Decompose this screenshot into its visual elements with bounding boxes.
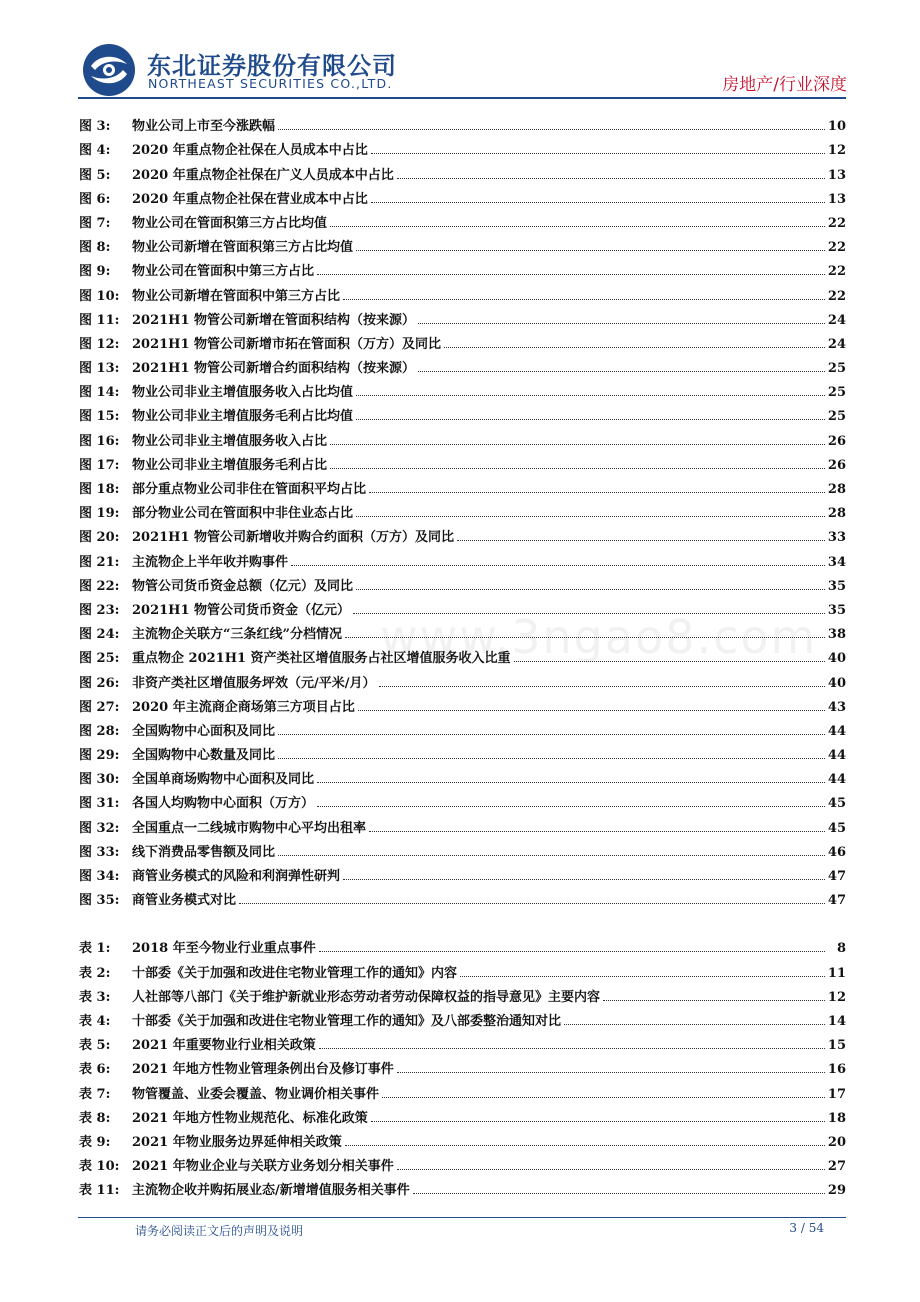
entry-page-number: 25 [827, 361, 846, 377]
toc-entry[interactable] [79, 304, 846, 328]
dot-leader [460, 976, 825, 977]
dot-leader [319, 951, 825, 952]
entry-title: 主流物企收并购拓展业态/新增增值服务相关事件 [132, 1183, 410, 1199]
dot-leader [356, 250, 825, 251]
dot-leader [291, 565, 825, 566]
toc-entry[interactable] [79, 1053, 846, 1077]
entry-label: 表 5: [79, 1038, 111, 1054]
entry-page-number: 18 [827, 1110, 846, 1126]
entry-label: 图 30: [79, 772, 120, 788]
entry-label: 图 7: [79, 215, 111, 231]
dot-leader [278, 129, 825, 130]
entry-label: 图 21: [79, 554, 120, 570]
toc-entry[interactable] [79, 497, 846, 521]
toc-entry[interactable] [79, 255, 846, 279]
entry-page-number: 38 [827, 627, 846, 643]
entry-label: 图 11: [79, 312, 120, 328]
toc-entry[interactable] [79, 473, 846, 497]
dot-leader [356, 589, 825, 590]
entry-title: 2021H1 物管公司新增合约面积结构（按来源） [132, 361, 416, 377]
dot-leader [369, 492, 825, 493]
entry-label: 图 15: [79, 409, 120, 425]
entry-page-number: 28 [827, 506, 846, 522]
dot-leader [353, 613, 825, 614]
company-name-cn: 东北证券股份有限公司 [147, 52, 397, 80]
watermark: www.3ngao8.com [380, 610, 818, 664]
dot-leader [418, 323, 825, 324]
entry-page-number: 22 [827, 240, 846, 256]
entry-page-number: 35 [827, 578, 846, 594]
dot-leader [371, 202, 825, 203]
entry-page-number: 13 [827, 167, 846, 183]
dot-leader [343, 299, 825, 300]
entry-title: 2018 年至今物业行业重点事件 [132, 941, 316, 957]
entry-title: 物业公司非业主增值服务毛利占比 [132, 457, 328, 473]
entry-title: 2021H1 物管公司货币资金（亿元） [132, 602, 351, 618]
toc-entry[interactable] [79, 1102, 846, 1126]
entry-title: 非资产类社区增值服务坪效（元/平米/月） [132, 675, 376, 691]
dot-leader [444, 347, 825, 348]
entry-title: 2020 年重点物企社保在人员成本中占比 [132, 143, 368, 159]
company-logo-icon [81, 42, 137, 98]
entry-page-number: 33 [827, 530, 846, 546]
dot-leader [330, 468, 825, 469]
dot-leader [317, 274, 825, 275]
dot-leader [382, 1097, 825, 1098]
entry-page-number: 40 [827, 651, 846, 667]
entry-page-number: 44 [827, 723, 846, 739]
entry-page-number: 15 [827, 1038, 846, 1054]
entry-title: 十部委《关于加强和改进住宅物业管理工作的通知》内容 [132, 965, 458, 981]
toc-entry[interactable] [79, 231, 846, 255]
toc-entry[interactable] [79, 932, 846, 956]
entry-label: 图 18: [79, 482, 120, 497]
entry-label: 图 26: [79, 675, 120, 691]
entry-page-number: 34 [827, 554, 846, 570]
entry-title: 人社部等八部门《关于维护新就业形态劳动者劳动保障权益的指导意见》主要内容 [132, 989, 601, 1005]
entry-title: 2021 年重要物业行业相关政策 [132, 1038, 316, 1054]
entry-page-number: 22 [827, 288, 846, 304]
dot-leader [371, 153, 825, 154]
entry-label: 图 24: [79, 627, 120, 643]
entry-label: 图 28: [79, 723, 120, 739]
entry-title: 商管业务模式的风险和利润弹性研判 [132, 869, 341, 884]
entry-title: 线下消费品零售额及同比 [132, 844, 276, 860]
entry-label: 图 25: [79, 651, 120, 667]
dot-leader [330, 226, 825, 227]
toc-entry[interactable] [79, 449, 846, 473]
toc-entry[interactable] [79, 1029, 846, 1053]
entry-title: 物业公司非业主增值服务收入占比均值 [132, 385, 354, 401]
entry-label: 表 9: [79, 1134, 111, 1150]
toc-entry[interactable] [79, 110, 846, 134]
toc-entry[interactable] [79, 763, 846, 787]
dot-leader [317, 782, 825, 783]
entry-label: 图 29: [79, 748, 120, 764]
entry-label: 图 16: [79, 433, 120, 449]
entry-page-number: 25 [827, 409, 846, 425]
toc-entry[interactable] [79, 134, 846, 158]
figure-index [79, 110, 846, 908]
dot-leader [397, 178, 825, 179]
entry-title: 2021 年地方性物业管理条例出台及修订事件 [132, 1062, 394, 1078]
toc-entry[interactable] [79, 352, 846, 376]
entry-title: 全国重点一二线城市购物中心平均出租率 [132, 820, 367, 836]
dot-leader [397, 1072, 825, 1073]
entry-title: 2020 年主流商企商场第三方项目占比 [132, 699, 355, 715]
entry-page-number: 22 [827, 215, 846, 231]
entry-page-number: 47 [827, 869, 846, 884]
entry-page-number: 35 [827, 602, 846, 618]
entry-page-number: 8 [836, 941, 846, 957]
entry-title: 物业公司非业主增值服务毛利占比均值 [132, 409, 354, 425]
entry-label: 图 4: [79, 143, 111, 159]
entry-label: 图 31: [79, 796, 120, 812]
entry-page-number: 27 [827, 1159, 846, 1175]
dot-leader [278, 734, 825, 735]
entry-title: 物管公司货币资金总额（亿元）及同比 [132, 578, 354, 594]
toc-entry[interactable] [79, 376, 846, 400]
entry-title: 物管覆盖、业委会覆盖、物业调价相关事件 [132, 1086, 380, 1102]
toc-entry[interactable] [79, 328, 846, 352]
entry-label: 图 33: [79, 844, 120, 860]
disclaimer-note: 请务必阅读正文后的声明及说明 [135, 1224, 304, 1238]
entry-title: 全国单商场购物中心面积及同比 [132, 772, 315, 788]
toc-entry[interactable] [79, 642, 846, 666]
entry-page-number: 46 [827, 844, 846, 860]
entry-title: 物业公司在管面积中第三方占比 [132, 264, 315, 280]
dot-leader [369, 831, 825, 832]
dot-leader [317, 806, 825, 807]
toc-entry[interactable] [79, 400, 846, 424]
entry-label: 表 3: [79, 989, 111, 1005]
toc-entry[interactable] [79, 1126, 846, 1150]
entry-page-number: 14 [827, 1013, 846, 1029]
footer-divider [78, 1217, 846, 1218]
entry-page-number: 29 [827, 1183, 846, 1199]
toc-entry[interactable] [79, 884, 846, 908]
dot-leader [356, 419, 825, 420]
dot-leader [457, 540, 825, 541]
industry-tag: 房地产/行业深度 [722, 75, 847, 95]
entry-page-number: 45 [827, 796, 846, 812]
entry-page-number: 24 [827, 336, 846, 352]
company-name-en: NORTHEAST SECURITIES CO.,LTD. [148, 76, 393, 91]
dot-leader [278, 855, 825, 856]
entry-label: 表 4: [79, 1013, 111, 1029]
dot-leader [379, 686, 825, 687]
entry-label: 表 8: [79, 1110, 111, 1126]
dot-leader [603, 1000, 825, 1001]
dot-leader [564, 1024, 825, 1025]
entry-title: 物业公司新增在管面积第三方占比均值 [132, 240, 354, 256]
toc-entry[interactable] [79, 1174, 846, 1198]
entry-label: 表 6: [79, 1062, 111, 1078]
entry-title: 物业公司新增在管面积中第三方占比 [132, 288, 341, 304]
entry-title: 部分物业公司在管面积中非住业态占比 [132, 506, 354, 522]
dot-leader [356, 395, 825, 396]
entry-title: 2020 年重点物企社保在营业成本中占比 [132, 191, 368, 207]
entry-title: 2021 年地方性物业规范化、标准化政策 [132, 1110, 368, 1126]
entry-page-number: 45 [827, 820, 846, 836]
entry-label: 图 6: [79, 191, 111, 207]
entry-page-number: 25 [827, 385, 846, 401]
entry-label: 图 20: [79, 530, 120, 546]
entry-page-number: 40 [827, 675, 846, 691]
entry-page-number: 44 [827, 748, 846, 764]
entry-label: 表 7: [79, 1086, 111, 1102]
entry-label: 表 2: [79, 965, 111, 981]
toc-entry[interactable] [79, 424, 846, 448]
entry-page-number: 10 [827, 119, 846, 135]
entry-page-number: 24 [827, 312, 846, 328]
entry-page-number: 12 [827, 143, 846, 159]
entry-page-number: 11 [827, 965, 846, 981]
entry-label: 图 8: [79, 240, 111, 256]
entry-title: 2020 年重点物企社保在广义人员成本中占比 [132, 167, 394, 183]
entry-title: 物业公司非业主增值服务收入占比 [132, 433, 328, 449]
entry-title: 主流物企上半年收并购事件 [132, 554, 289, 570]
toc-entry[interactable] [79, 715, 846, 739]
entry-label: 图 22: [79, 578, 120, 594]
entry-label: 图 17: [79, 457, 120, 473]
entry-title: 各国人均购物中心面积（万方） [132, 796, 315, 812]
entry-title: 2021 年物业企业与关联方业务划分相关事件 [132, 1159, 394, 1175]
entry-label: 图 5: [79, 167, 111, 183]
report-header [0, 0, 920, 108]
toc-entry[interactable] [79, 158, 846, 182]
entry-title: 2021H1 物管公司新增在管面积结构（按来源） [132, 312, 416, 328]
toc-entry[interactable] [79, 1077, 846, 1101]
entry-label: 图 19: [79, 506, 120, 522]
entry-label: 图 27: [79, 699, 120, 715]
toc-entry[interactable] [79, 1005, 846, 1029]
toc-entry[interactable] [79, 521, 846, 545]
toc-entry[interactable] [79, 811, 846, 835]
entry-label: 图 13: [79, 361, 120, 377]
toc-entry[interactable] [79, 618, 846, 642]
dot-leader [345, 1145, 825, 1146]
entry-title: 2021H1 物管公司新增收并购合约面积（万方）及同比 [132, 530, 455, 546]
dot-leader [397, 1169, 825, 1170]
entry-title: 商管业务模式对比 [132, 893, 237, 909]
entry-page-number: 12 [827, 989, 846, 1005]
toc-entry[interactable] [79, 836, 846, 860]
entry-label: 图 35: [79, 893, 120, 909]
toc-entry[interactable] [79, 666, 846, 690]
toc-entry[interactable] [79, 570, 846, 594]
toc-entry[interactable] [79, 279, 846, 303]
entry-label: 图 14: [79, 385, 120, 401]
entry-label: 图 23: [79, 602, 120, 618]
entry-label: 图 34: [79, 869, 120, 884]
toc-entry[interactable] [79, 183, 846, 207]
table-of-contents [79, 110, 846, 1198]
entry-page-number: 43 [827, 699, 846, 715]
entry-label: 图 12: [79, 336, 120, 352]
page-number: 3 / 54 [789, 1221, 824, 1235]
entry-label: 表 1: [79, 941, 111, 957]
toc-entry[interactable] [79, 787, 846, 811]
entry-page-number: 28 [827, 482, 846, 497]
table-index [79, 932, 846, 1198]
dot-leader [371, 1121, 825, 1122]
dot-leader [413, 1193, 825, 1194]
dot-leader [356, 516, 825, 517]
dot-leader [345, 637, 825, 638]
dot-leader [319, 1048, 825, 1049]
dot-leader [330, 444, 825, 445]
toc-entry[interactable] [79, 739, 846, 763]
entry-page-number: 22 [827, 264, 846, 280]
toc-entry[interactable] [79, 860, 846, 884]
dot-leader [358, 710, 825, 711]
entry-page-number: 20 [827, 1134, 846, 1150]
dot-leader [343, 879, 825, 880]
entry-label: 表 11: [79, 1183, 120, 1199]
entry-label: 图 9: [79, 264, 111, 280]
toc-entry[interactable] [79, 594, 846, 618]
entry-page-number: 44 [827, 772, 846, 788]
entry-page-number: 26 [827, 457, 846, 473]
entry-label: 表 10: [79, 1159, 120, 1175]
entry-label: 图 3: [79, 119, 111, 135]
toc-entry[interactable] [79, 1150, 846, 1174]
entry-title: 重点物企 2021H1 资产类社区增值服务占社区增值服务收入比重 [132, 651, 511, 667]
entry-page-number: 47 [827, 893, 846, 909]
entry-title: 部分重点物业公司非住在管面积平均占比 [132, 482, 367, 497]
dot-leader [239, 903, 825, 904]
dot-leader [514, 661, 825, 662]
entry-page-number: 13 [827, 191, 846, 207]
toc-entry[interactable] [79, 981, 846, 1005]
entry-page-number: 26 [827, 433, 846, 449]
dot-leader [418, 371, 825, 372]
entry-title: 物业公司在管面积第三方占比均值 [132, 215, 328, 231]
entry-title: 2021 年物业服务边界延伸相关政策 [132, 1134, 342, 1150]
entry-title: 全国购物中心数量及同比 [132, 748, 276, 764]
entry-title: 十部委《关于加强和改进住宅物业管理工作的通知》及八部委整治通知对比 [132, 1013, 562, 1029]
entry-page-number: 16 [827, 1062, 846, 1078]
entry-page-number: 17 [827, 1086, 846, 1102]
header-divider [78, 97, 846, 99]
entry-label: 图 32: [79, 820, 120, 836]
dot-leader [278, 758, 825, 759]
entry-label: 图 10: [79, 288, 120, 304]
toc-entry[interactable] [79, 691, 846, 715]
toc-entry[interactable] [79, 956, 846, 980]
entry-title: 物业公司上市至今涨跌幅 [132, 119, 276, 135]
toc-entry[interactable] [79, 545, 846, 569]
entry-title: 2021H1 物管公司新增市拓在管面积（万方）及同比 [132, 336, 442, 352]
entry-title: 全国购物中心面积及同比 [132, 723, 276, 739]
entry-title: 主流物企关联方“三条红线”分档情况 [132, 627, 342, 643]
toc-entry[interactable] [79, 207, 846, 231]
